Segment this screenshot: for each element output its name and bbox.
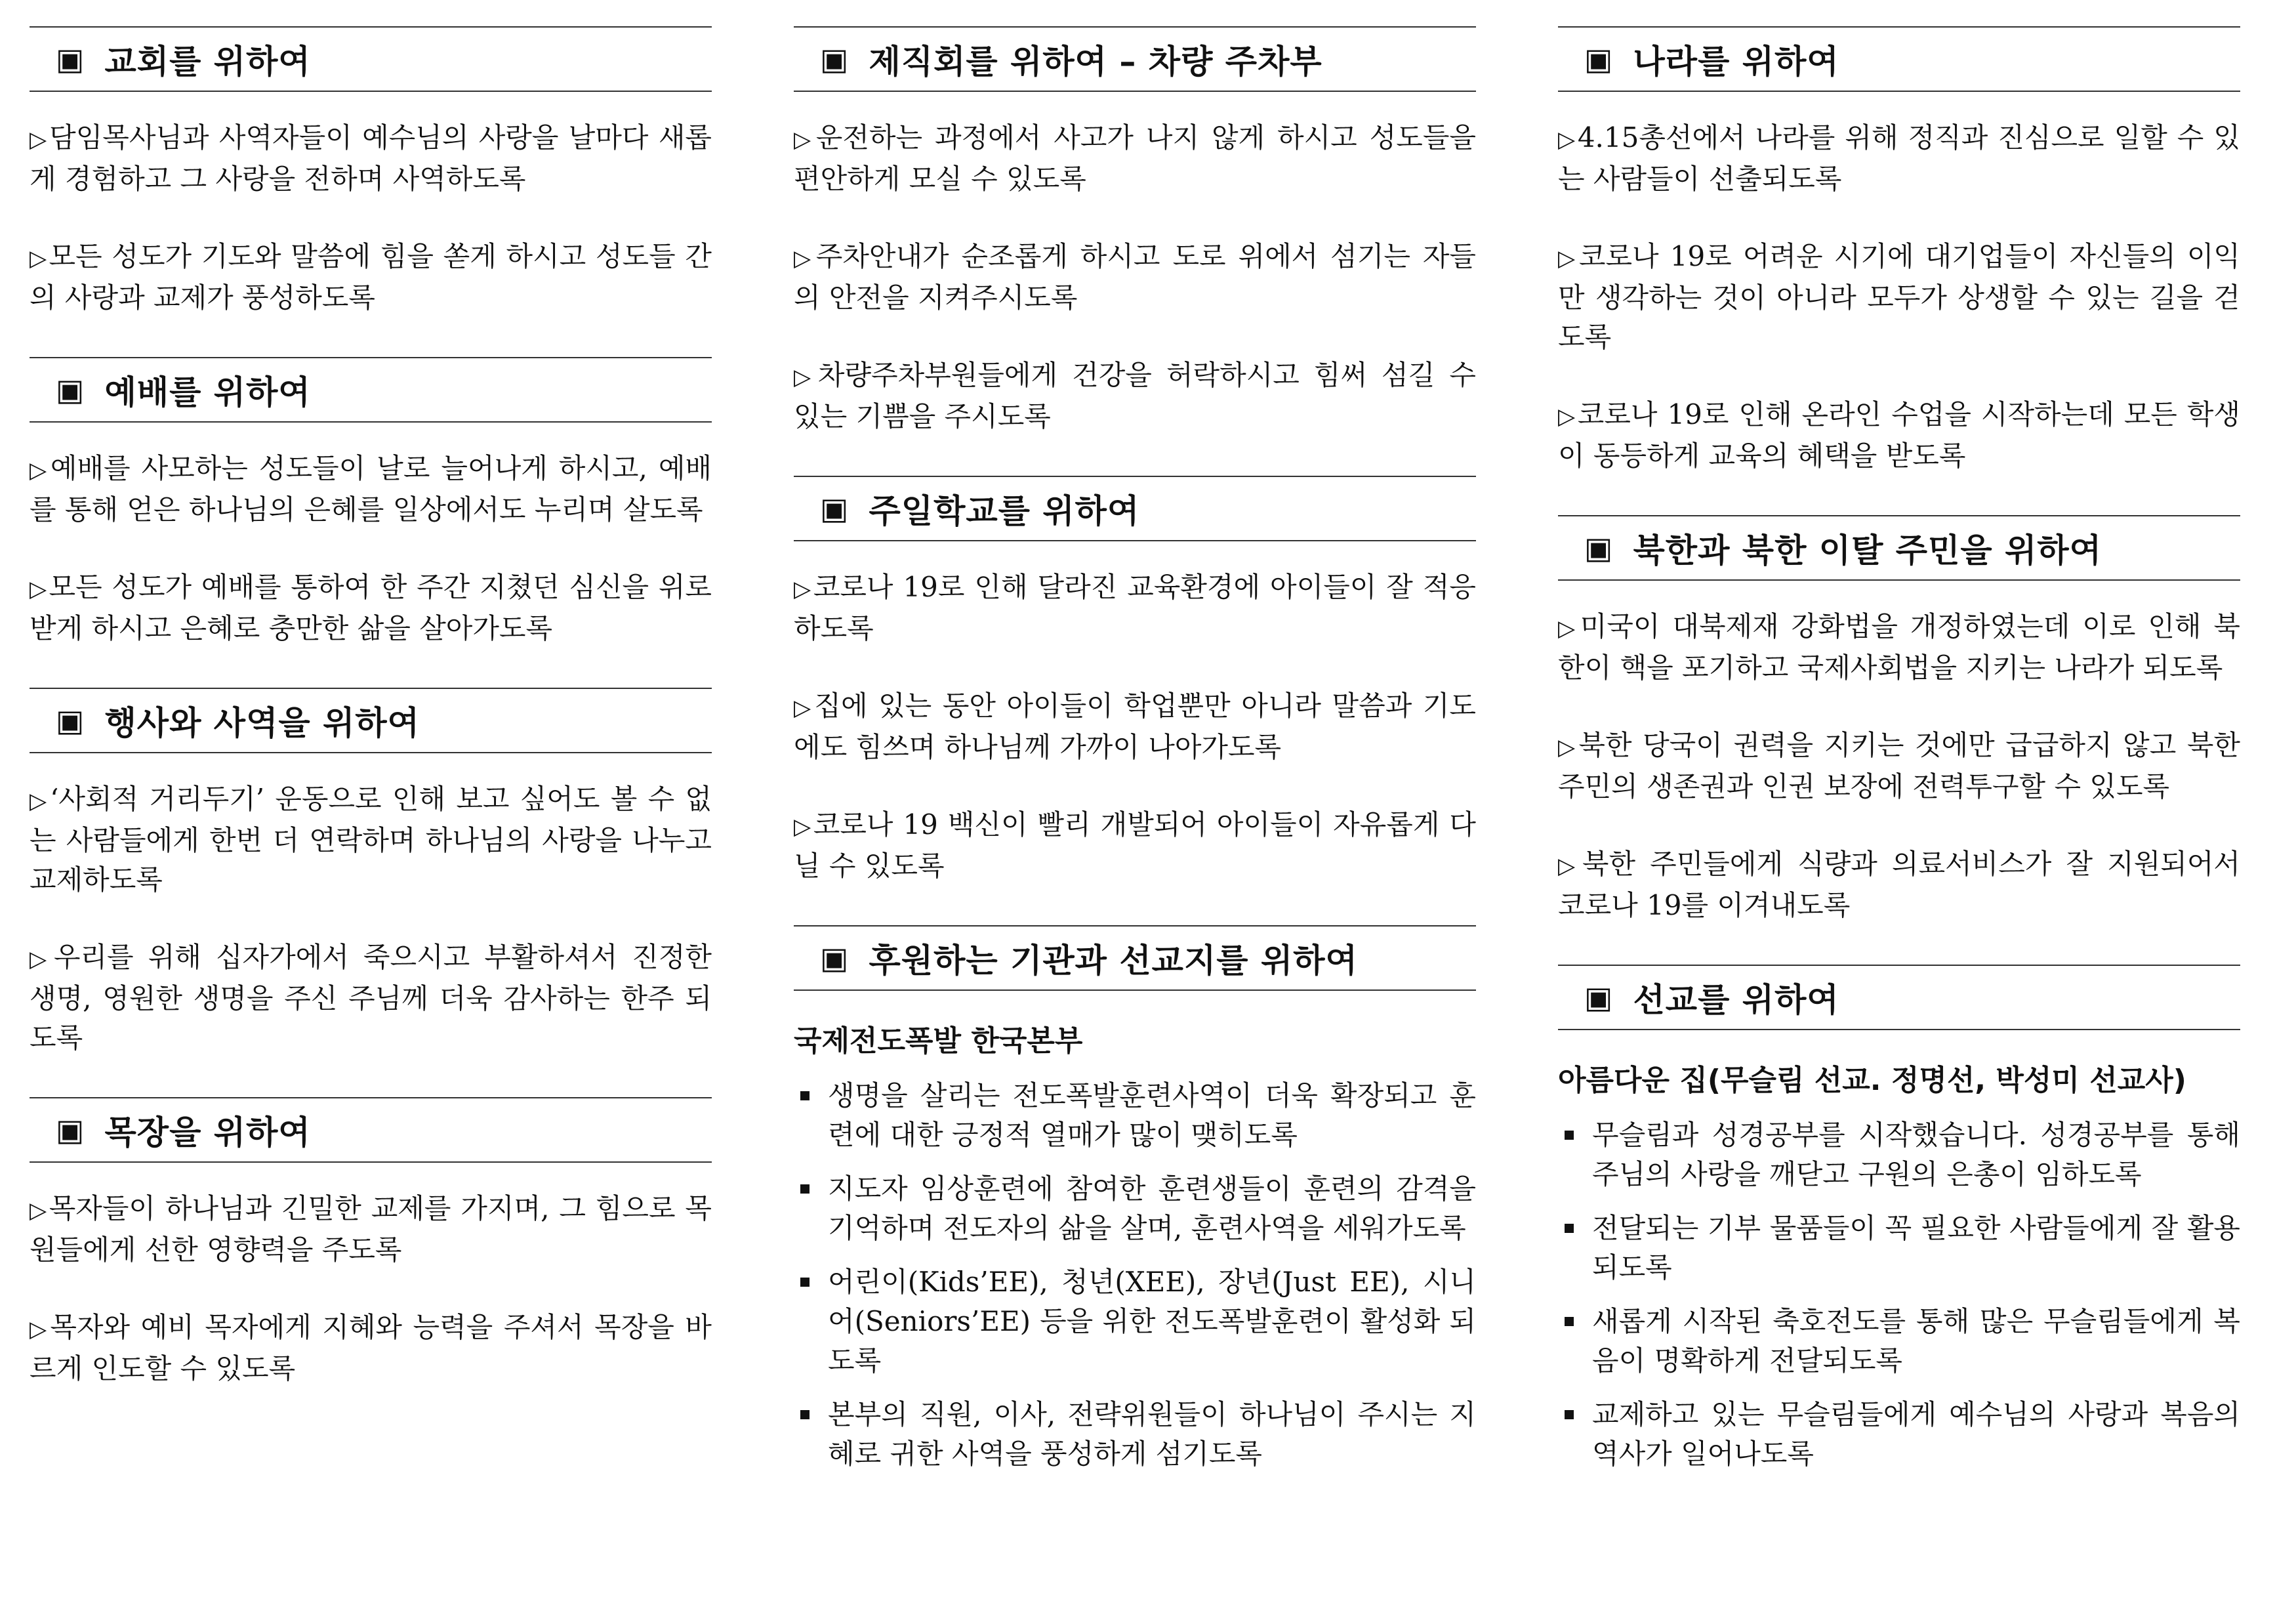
triangle-bullet-icon: ▷ <box>30 576 48 602</box>
triangle-bullet-icon: ▷ <box>794 814 812 840</box>
prayer-item: ▷모든 성도가 기도와 말씀에 힘을 쏟게 하시고 성도들 간의 사랑과 교제가 풍성하도록 <box>30 240 712 314</box>
section-header <box>794 476 1476 541</box>
column-2 <box>794 26 1476 1513</box>
triangle-bullet-icon: ▷ <box>30 1316 49 1343</box>
section-header <box>30 1097 712 1163</box>
triangle-bullet-icon: ▷ <box>1558 853 1581 879</box>
triangle-bullet-icon: ▷ <box>1558 127 1576 153</box>
section-title: 목장을 위하여 <box>104 1114 311 1152</box>
triangle-bullet-icon: ▷ <box>794 245 815 272</box>
square-in-square-icon: ▣ <box>56 703 85 738</box>
section-title: 행사와 사역을 위하여 <box>104 704 420 742</box>
list-item: 어린이(Kids’EE), 청년(XEE), 장년(Just EE), 시니어(Seniors’EE) 등을 위한 전도폭발훈련이 활성화 되도록 <box>794 1262 1476 1381</box>
prayer-item: ▷북한 주민들에게 식량과 의료서비스가 잘 지원되어서 코로나 19를 이겨내도록 <box>1558 848 2240 921</box>
organization-name: 국제전도폭발 한국본부 <box>794 1024 1083 1058</box>
organization-name: 아름다운 집(무슬림 선교. 정명선, 박성미 선교사) <box>1558 1064 2186 1097</box>
square-bullet-icon <box>1565 1131 1574 1140</box>
prayer-item: ▷집에 있는 동안 아이들이 학업뿐만 아니라 말씀과 기도에도 힘쓰며 하나님께 가까이 나아가도록 <box>794 690 1476 763</box>
section-nation <box>1558 26 2240 476</box>
square-in-square-icon: ▣ <box>1584 530 1614 566</box>
list-item: 무슬림과 성경공부를 시작했습니다. 성경공부를 통해 주님의 사랑을 깨닫고 구원의 은총이 임하도록 <box>1558 1115 2240 1194</box>
section-header <box>1558 515 2240 581</box>
triangle-bullet-icon: ▷ <box>30 245 48 272</box>
triangle-bullet-icon: ▷ <box>794 695 813 721</box>
list-item: 생명을 살리는 전도폭발훈련사역이 더욱 확장되고 훈련에 대한 긍정적 열매가 많이 맺히도록 <box>794 1076 1476 1155</box>
section-events <box>30 688 712 1058</box>
column-1 <box>30 26 712 1428</box>
square-in-square-icon: ▣ <box>1584 980 1614 1015</box>
square-bullet-icon <box>800 1184 810 1194</box>
triangle-bullet-icon: ▷ <box>30 457 49 484</box>
triangle-bullet-icon: ▷ <box>30 788 49 814</box>
triangle-bullet-icon: ▷ <box>1558 245 1578 272</box>
square-bullet-icon <box>1565 1317 1574 1326</box>
prayer-item: ▷코로나 19로 인해 달라진 교육환경에 아이들이 잘 적응하도록 <box>794 571 1476 644</box>
bullet-list <box>794 1076 1476 1474</box>
section-title: 주일학교를 위하여 <box>869 492 1140 530</box>
triangle-bullet-icon: ▷ <box>794 576 812 602</box>
square-bullet-icon <box>1565 1224 1574 1233</box>
list-item: 전달되는 기부 물품들이 꼭 필요한 사람들에게 잘 활용되도록 <box>1558 1209 2240 1287</box>
prayer-item: ▷차량주차부원들에게 건강을 허락하시고 힘써 섬길 수 있는 기쁨을 주시도록 <box>794 359 1476 432</box>
section-title: 후원하는 기관과 선교지를 위하여 <box>869 942 1358 980</box>
prayer-item: ▷목자들이 하나님과 긴밀한 교제를 가지며, 그 힘으로 목원들에게 선한 영향력을 주도록 <box>30 1192 712 1266</box>
section-header <box>30 26 712 92</box>
section-small-group <box>30 1097 712 1388</box>
prayer-item: ▷목자와 예비 목자에게 지혜와 능력을 주셔서 목장을 바르게 인도할 수 있도록 <box>30 1311 712 1385</box>
prayer-item: ▷운전하는 과정에서 사고가 나지 않게 하시고 성도들을 편안하게 모실 수 있도록 <box>794 121 1476 195</box>
section-parking <box>794 26 1476 436</box>
square-in-square-icon: ▣ <box>56 41 85 77</box>
section-header <box>794 925 1476 991</box>
section-header <box>1558 965 2240 1030</box>
triangle-bullet-icon: ▷ <box>794 364 817 390</box>
prayer-item: ▷‘사회적 거리두기’ 운동으로 인해 보고 싶어도 볼 수 없는 사람들에게 한번 더 연락하며 하나님의 사랑을 나누고 교제하도록 <box>30 783 712 896</box>
square-in-square-icon: ▣ <box>1584 41 1614 77</box>
triangle-bullet-icon: ▷ <box>794 127 815 153</box>
section-supported-missions <box>794 925 1476 1474</box>
section-header <box>1558 26 2240 92</box>
section-missions <box>1558 965 2240 1474</box>
square-bullet-icon <box>800 1410 810 1419</box>
section-church <box>30 26 712 318</box>
section-title: 교회를 위하여 <box>104 43 311 81</box>
triangle-bullet-icon: ▷ <box>1558 615 1579 642</box>
prayer-item: ▷코로나 19로 어려운 시기에 대기업들이 자신들의 이익만 생각하는 것이 아니라 모두가 상생할 수 있는 길을 걷도록 <box>1558 240 2240 353</box>
list-item: 새롭게 시작된 축호전도를 통해 많은 무슬림들에게 복음이 명확하게 전달되도록 <box>1558 1302 2240 1381</box>
prayer-item: ▷북한 당국이 권력을 지키는 것에만 급급하지 않고 북한 주민의 생존권과 인권 보장에 전력투구할 수 있도록 <box>1558 729 2240 802</box>
list-item: 교제하고 있는 무슬림들에게 예수님의 사랑과 복음의 역사가 일어나도록 <box>1558 1395 2240 1474</box>
list-item: 지도자 임상훈련에 참여한 훈련생들이 훈련의 감격을 기억하며 전도자의 삶을 살며, 훈련사역을 세워가도록 <box>794 1169 1476 1248</box>
square-bullet-icon <box>800 1091 810 1100</box>
prayer-item: ▷예배를 사모하는 성도들이 날로 늘어나게 하시고, 예배를 통해 얻은 하나님의 은혜를 일상에서도 누리며 살도록 <box>30 452 712 526</box>
square-in-square-icon: ▣ <box>820 940 850 976</box>
column-3 <box>1558 26 2240 1513</box>
square-in-square-icon: ▣ <box>820 41 850 77</box>
square-bullet-icon <box>800 1278 810 1287</box>
section-north-korea <box>1558 515 2240 925</box>
section-title: 나라를 위하여 <box>1633 43 1839 81</box>
triangle-bullet-icon: ▷ <box>1558 404 1576 430</box>
square-in-square-icon: ▣ <box>56 1112 85 1148</box>
section-title: 제직회를 위하여 – 차량 주차부 <box>869 43 1322 81</box>
section-header <box>30 688 712 753</box>
triangle-bullet-icon: ▷ <box>1558 734 1578 760</box>
prayer-item: ▷담임목사님과 사역자들이 예수님의 사랑을 날마다 새롭게 경험하고 그 사랑을 전하며 사역하도록 <box>30 121 712 195</box>
bullet-list <box>1558 1115 2240 1474</box>
prayer-item: ▷주차안내가 순조롭게 하시고 도로 위에서 섬기는 자들의 안전을 지켜주시도록 <box>794 240 1476 314</box>
prayer-item: ▷코로나 19로 인해 온라인 수업을 시작하는데 모든 학생이 동등하게 교육의 혜택을 받도록 <box>1558 398 2240 472</box>
section-header <box>794 26 1476 92</box>
prayer-item: ▷모든 성도가 예배를 통하여 한 주간 지쳤던 심신을 위로받게 하시고 은혜로 충만한 삶을 살아가도록 <box>30 571 712 644</box>
square-in-square-icon: ▣ <box>820 491 850 526</box>
prayer-item: ▷4.15총선에서 나라를 위해 정직과 진심으로 일할 수 있는 사람들이 선출되도록 <box>1558 121 2240 195</box>
section-worship <box>30 357 712 648</box>
prayer-item: ▷우리를 위해 십자가에서 죽으시고 부활하셔서 진정한 생명, 영원한 생명을 주신 주님께 더욱 감사하는 한주 되도록 <box>30 941 712 1054</box>
triangle-bullet-icon: ▷ <box>30 946 52 972</box>
section-sunday-school <box>794 476 1476 886</box>
section-header <box>30 357 712 423</box>
square-bullet-icon <box>1565 1410 1574 1419</box>
list-item: 본부의 직원, 이사, 전략위원들이 하나님이 주시는 지혜로 귀한 사역을 풍성하게 섬기도록 <box>794 1395 1476 1474</box>
square-in-square-icon: ▣ <box>56 372 85 407</box>
prayer-item: ▷코로나 19 백신이 빨리 개발되어 아이들이 자유롭게 다닐 수 있도록 <box>794 808 1476 882</box>
section-title: 북한과 북한 이탈 주민을 위하여 <box>1633 531 2102 570</box>
prayer-item: ▷미국이 대북제재 강화법을 개정하였는데 이로 인해 북한이 핵을 포기하고 국제사회법을 지키는 나라가 되도록 <box>1558 610 2240 684</box>
section-title: 선교를 위하여 <box>1633 981 1839 1019</box>
section-title: 예배를 위하여 <box>104 373 311 411</box>
triangle-bullet-icon: ▷ <box>30 127 49 153</box>
triangle-bullet-icon: ▷ <box>30 1197 48 1224</box>
